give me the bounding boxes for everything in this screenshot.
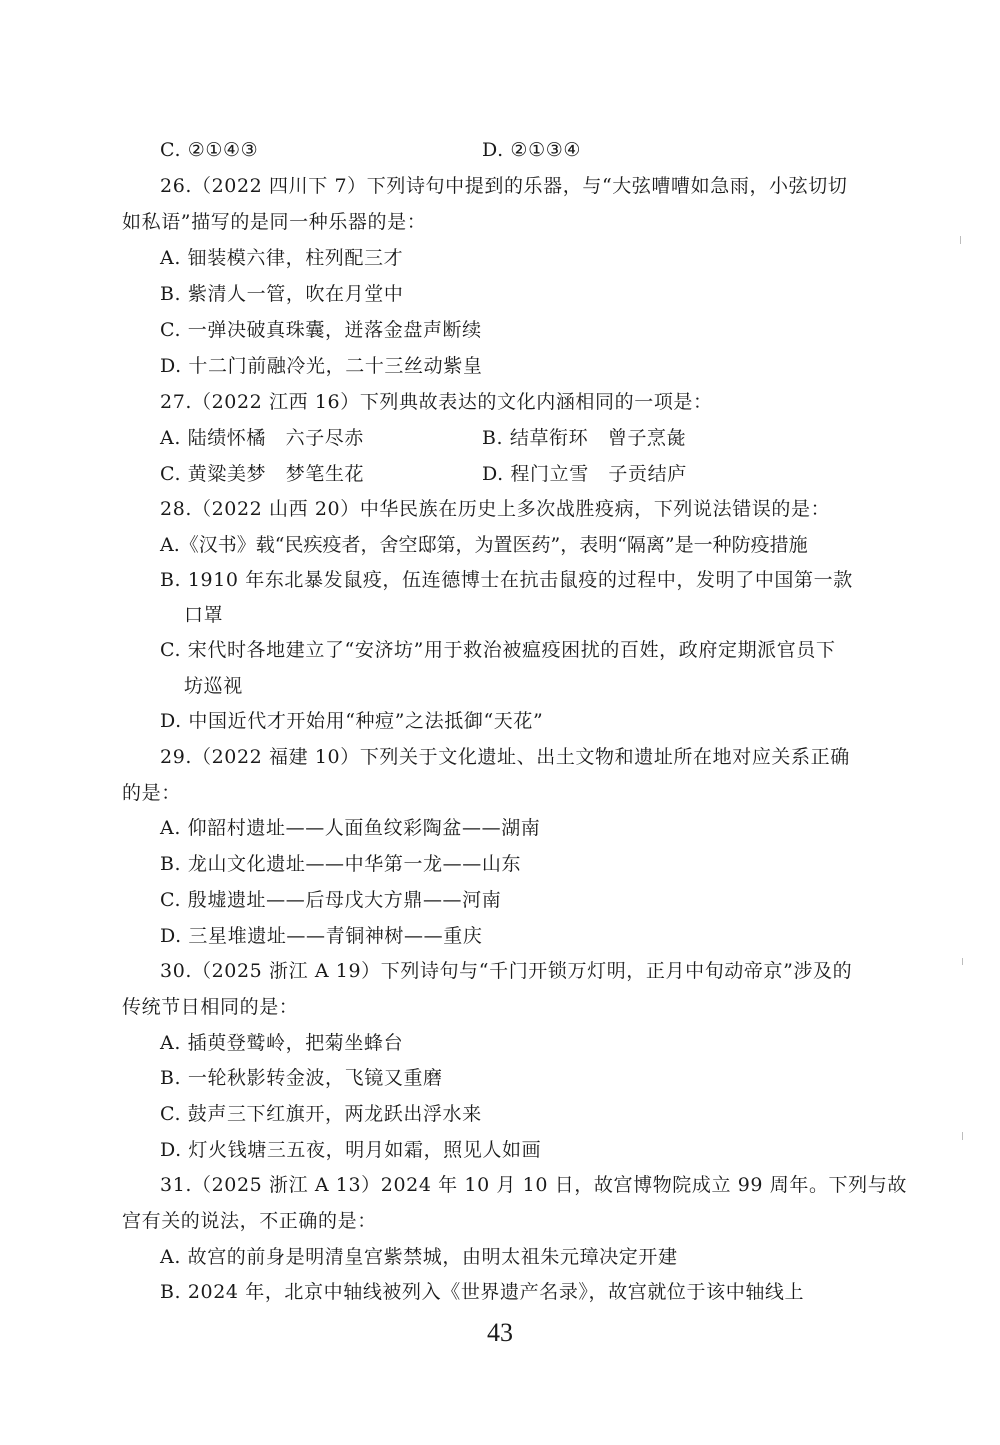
q28-option-b-line-2: 口罩: [184, 604, 224, 626]
q27-option-b: B. 结草衔环 曾子烹彘: [482, 427, 687, 449]
q29-option-d: D. 三星堆遗址——青铜神树——重庆: [160, 925, 483, 947]
q30-option-d: D. 灯火钱塘三五夜，明月如霜，照见人如画: [160, 1139, 542, 1161]
q27-option-d: D. 程门立雪 子贡结庐: [482, 463, 687, 485]
q30-option-c: C. 鼓声三下红旗开，两龙跃出浮水来: [160, 1103, 482, 1125]
q27-option-c: C. 黄粱美梦 梦笔生花: [160, 463, 365, 485]
scan-speck: [960, 236, 961, 244]
q26-option-a: A. 钿装模六律，柱列配三才: [160, 247, 404, 269]
q29-option-a: A. 仰韶村遗址——人面鱼纹彩陶盆——湖南: [160, 817, 541, 839]
q26-option-b: B. 紫清人一管，吹在月堂中: [160, 283, 404, 305]
q30-option-b: B. 一轮秋影转金波，飞镜又重磨: [160, 1067, 443, 1089]
scan-speck: [962, 1132, 963, 1140]
q25-option-d: D. ②①③④: [482, 139, 581, 161]
q29-option-b: B. 龙山文化遗址——中华第一龙——山东: [160, 853, 522, 875]
q31-option-b: B. 2024 年，北京中轴线被列入《世界遗产名录》，故宫就位于该中轴线上: [160, 1281, 805, 1303]
q28-option-b-line-1: B. 1910 年东北暴发鼠疫，伍连德博士在抗击鼠疫的过程中，发明了中国第一款: [160, 569, 853, 591]
scan-speck: [962, 958, 963, 965]
q29-stem-line-2: 的是：: [122, 782, 181, 804]
q28-stem: 28.（2022 山西 20）中华民族在历史上多次战胜疫病，下列说法错误的是：: [160, 498, 831, 520]
q27-option-a: A. 陆绩怀橘 六子尽赤: [160, 427, 365, 449]
q26-stem-line-1: 26.（2022 四川下 7）下列诗句中提到的乐器，与“大弦嘈嘈如急雨，小弦切切: [160, 175, 848, 197]
q31-option-a: A. 故宫的前身是明清皇宫紫禁城，由明太祖朱元璋决定开建: [160, 1246, 678, 1268]
page-number: 43: [487, 1318, 513, 1347]
q28-option-c-line-1: C. 宋代时各地建立了“安济坊”用于救治被瘟疫困扰的百姓，政府定期派官员下: [160, 639, 836, 661]
q26-option-d: D. 十二门前融冷光，二十三丝动紫皇: [160, 355, 483, 377]
q28-option-c-line-2: 坊巡视: [184, 675, 243, 697]
q30-stem-line-1: 30.（2025 浙江 A 19）下列诗句与“千门开锁万灯明，正月中旬动帝京”涉及的: [160, 960, 853, 982]
q26-stem-line-2: 如私语”描写的是同一种乐器的是：: [122, 211, 427, 233]
q27-stem: 27.（2022 江西 16）下列典故表达的文化内涵相同的一项是：: [160, 391, 713, 413]
q31-stem-line-1: 31.（2025 浙江 A 13）2024 年 10 月 10 日，故宫博物院成立 99 周年。下列与故: [160, 1174, 907, 1196]
q28-option-d: D. 中国近代才开始用“种痘”之法抵御“天花”: [160, 710, 544, 732]
q29-stem-line-1: 29.（2022 福建 10）下列关于文化遗址、出土文物和遗址所在地对应关系正确: [160, 746, 850, 768]
q30-option-a: A. 插萸登鹫岭，把菊坐蜂台: [160, 1032, 404, 1054]
q31-stem-line-2: 宫有关的说法，不正确的是：: [122, 1210, 377, 1232]
q29-option-c: C. 殷墟遗址——后母戊大方鼎——河南: [160, 889, 502, 911]
q28-option-a: A.《汉书》载“民疾疫者，舍空邸第，为置医药”，表明“隔离”是一种防疫措施: [160, 534, 808, 556]
q26-option-c: C. 一弹决破真珠囊，迸落金盘声断续: [160, 319, 482, 341]
q25-option-c: C. ②①④③: [160, 139, 259, 161]
q30-stem-line-2: 传统节日相同的是：: [122, 996, 299, 1018]
